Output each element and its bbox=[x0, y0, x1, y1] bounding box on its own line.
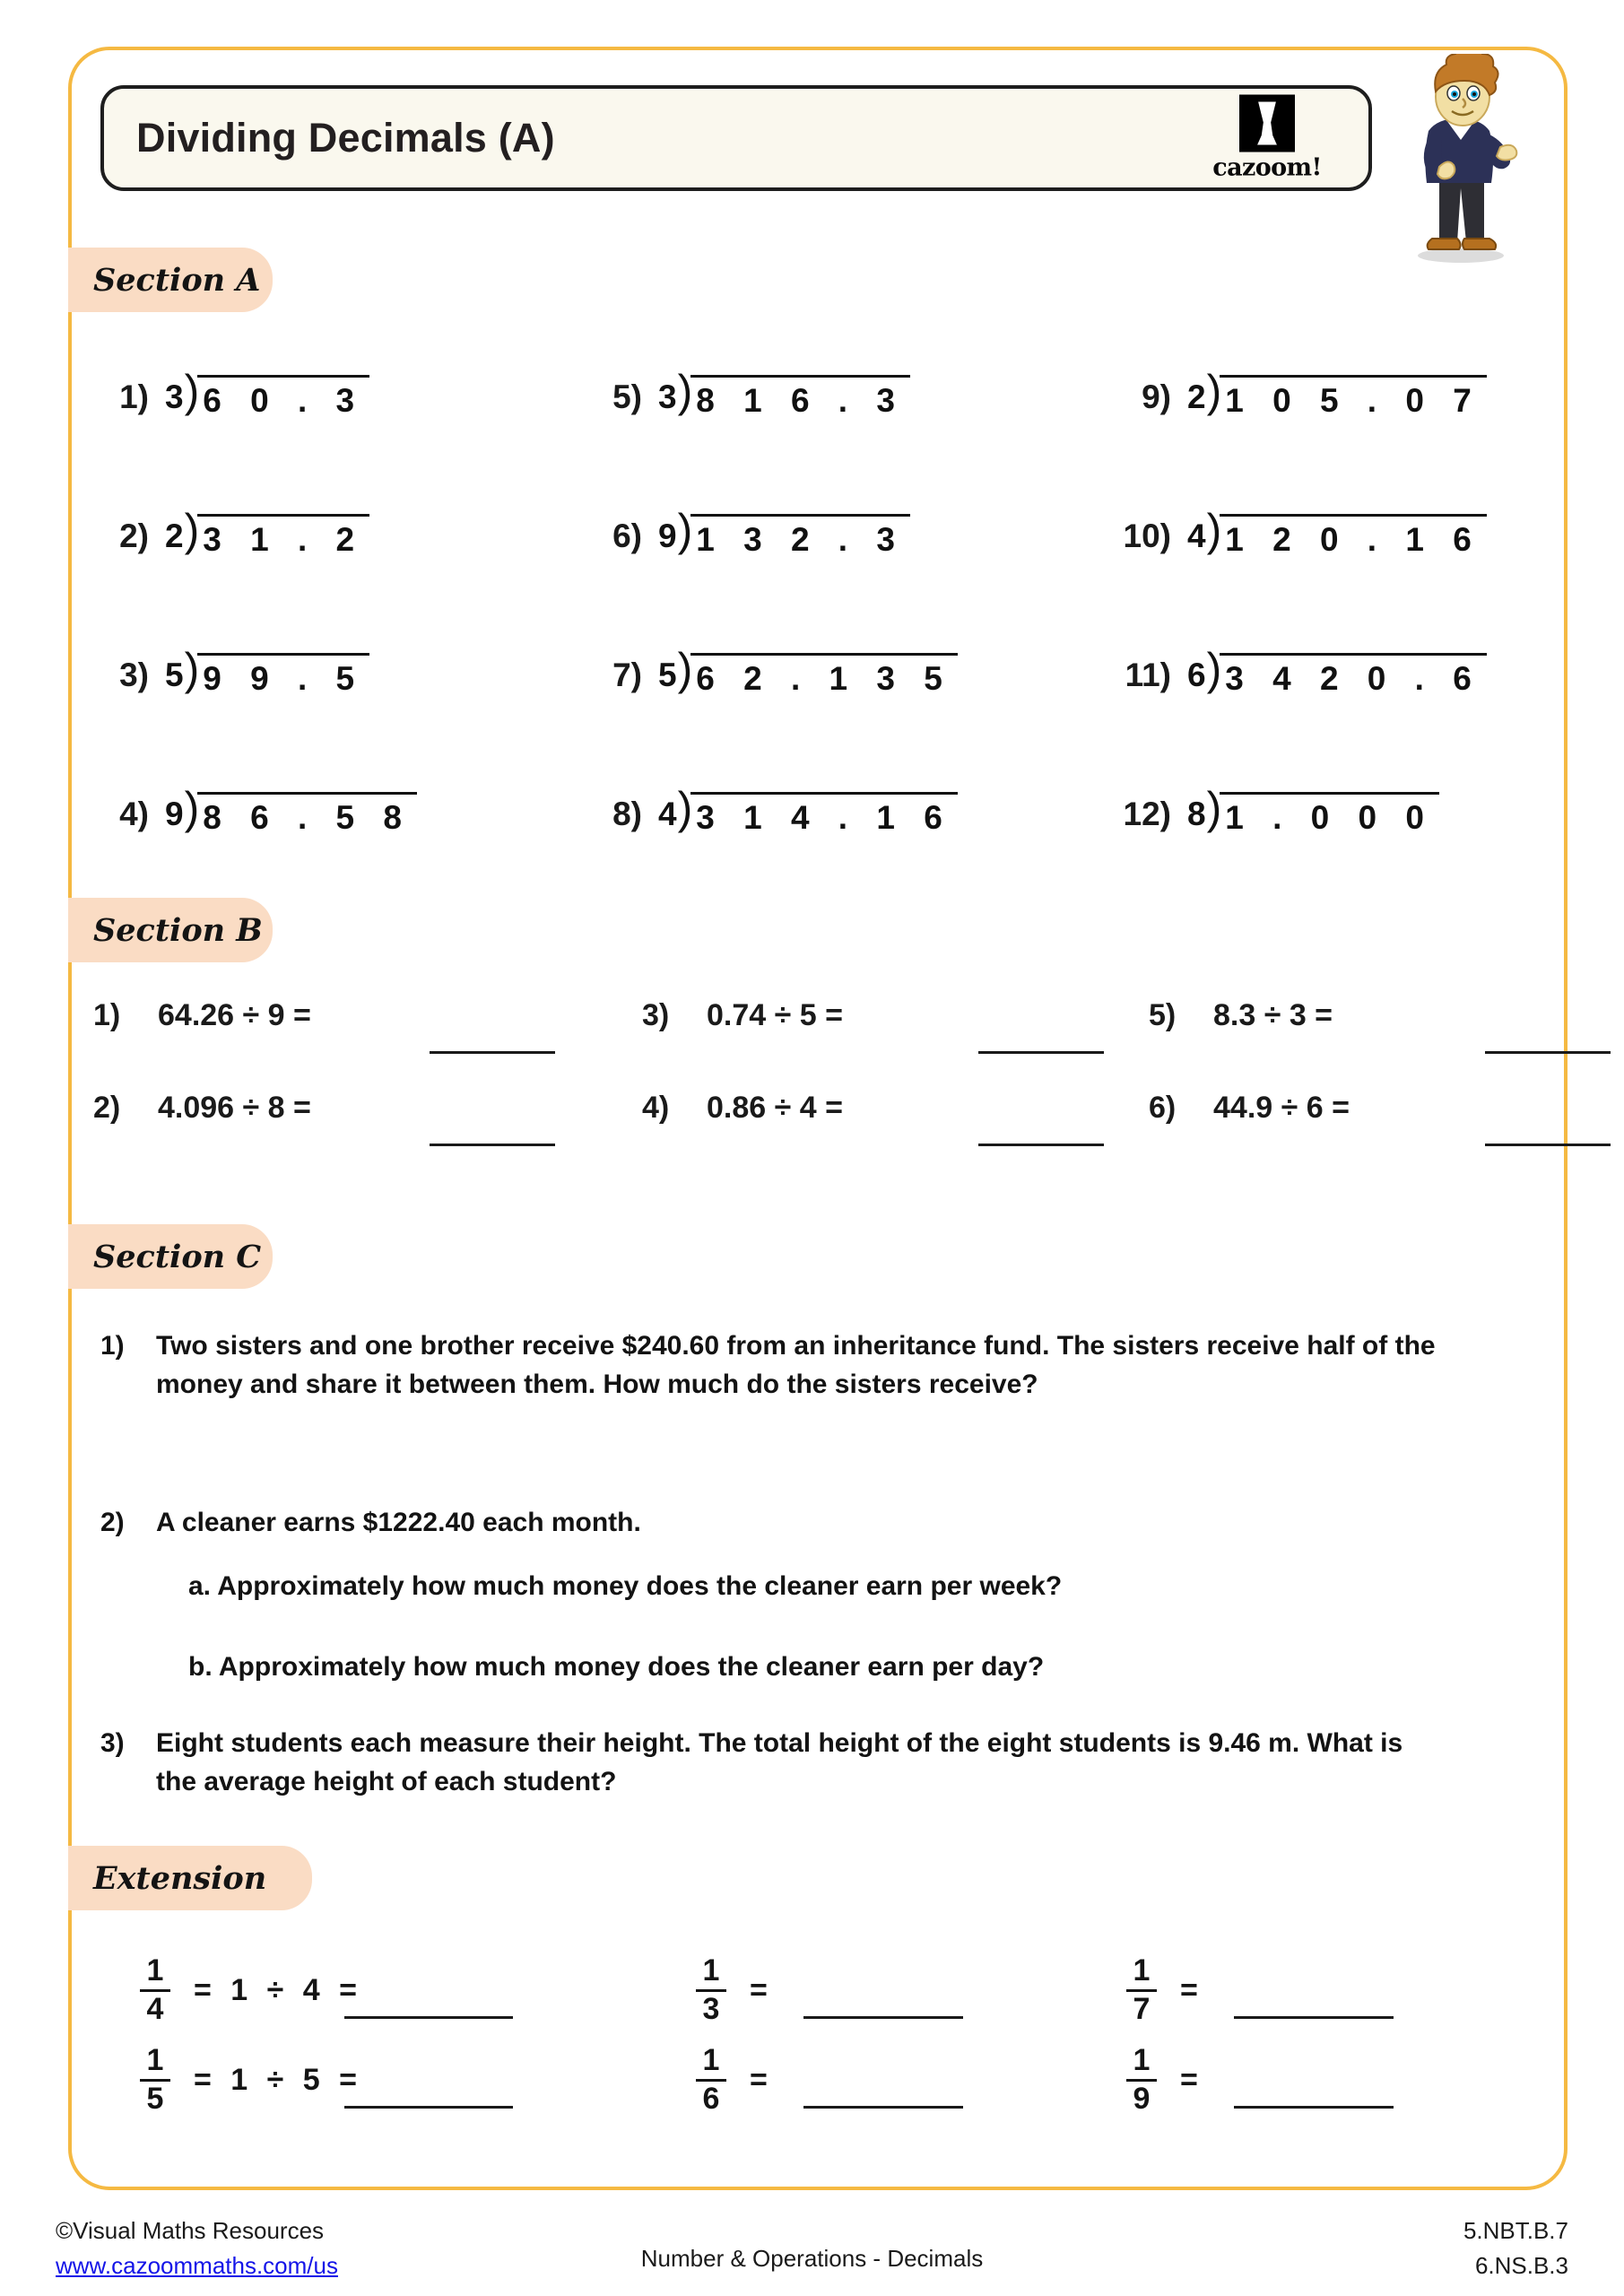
dividend: 6 0 . 3 bbox=[197, 375, 369, 417]
long-division-expression bbox=[658, 366, 910, 419]
answer-blank[interactable] bbox=[978, 1144, 1104, 1146]
division-problem bbox=[588, 783, 958, 836]
unit-fraction bbox=[1126, 1955, 1157, 2025]
worksheet-title-box bbox=[100, 85, 1372, 191]
division-bracket-icon: ) bbox=[184, 783, 200, 833]
unit-fraction bbox=[140, 1955, 170, 2025]
extension-item bbox=[140, 1955, 362, 2025]
long-division-expression bbox=[1187, 644, 1487, 697]
standard-code-2: 6.NS.B.3 bbox=[1474, 2252, 1568, 2279]
fraction-operator: = bbox=[750, 1972, 773, 2007]
question-number: 1) bbox=[100, 1331, 125, 1361]
page-footer bbox=[0, 2213, 1624, 2296]
fraction-numerator: 1 bbox=[146, 2043, 164, 2077]
division-problem bbox=[95, 783, 417, 836]
section-b-tab bbox=[68, 898, 273, 962]
divisor: 3 bbox=[658, 378, 677, 415]
extension-tab bbox=[68, 1846, 312, 1910]
dividend: 8 1 6 . 3 bbox=[690, 375, 910, 417]
answer-blank[interactable] bbox=[803, 2016, 963, 2019]
division-expression: 0.74 ÷ 5 = bbox=[707, 998, 843, 1032]
fraction-operator: = bbox=[1180, 1972, 1203, 2007]
problem-number: 8) bbox=[612, 796, 642, 832]
long-division-expression bbox=[1187, 505, 1487, 558]
fraction-denominator: 6 bbox=[702, 2081, 720, 2116]
dividend: 3 1 4 . 1 6 bbox=[690, 792, 958, 834]
long-division-expression bbox=[1187, 366, 1487, 419]
division-expression: 64.26 ÷ 9 = bbox=[158, 998, 311, 1032]
extension-item bbox=[140, 2045, 362, 2115]
division-bracket-icon: ) bbox=[677, 505, 693, 555]
division-problem bbox=[1117, 366, 1487, 419]
long-division-expression bbox=[658, 644, 958, 697]
unit-fraction bbox=[140, 2045, 170, 2115]
divisor: 6 bbox=[1187, 657, 1206, 693]
boy-student-pointing-icon bbox=[1385, 54, 1533, 265]
divisor: 2 bbox=[165, 517, 184, 554]
long-division-expression bbox=[165, 505, 369, 558]
section-a-label: Section A bbox=[93, 261, 261, 299]
question-number: 2) bbox=[100, 1508, 125, 1537]
problem-number: 5) bbox=[1149, 998, 1177, 1032]
section-b-label: Section B bbox=[93, 911, 263, 949]
division-problem bbox=[1117, 783, 1439, 836]
division-problem bbox=[95, 644, 369, 697]
division-bracket-icon: ) bbox=[677, 366, 693, 416]
fraction-operator: = 1 ÷ 4 = bbox=[194, 1972, 362, 2007]
dividend: 1 . 0 0 0 bbox=[1220, 792, 1439, 834]
division-bracket-icon: ) bbox=[184, 644, 200, 694]
extension-item bbox=[1126, 1955, 1203, 2025]
long-division-expression bbox=[165, 644, 369, 697]
question-part-b: b. Approximately how much money does the cleaner earn per day? bbox=[188, 1652, 1045, 1682]
word-problem bbox=[100, 1725, 1446, 1801]
extension-label: Extension bbox=[93, 1859, 267, 1897]
long-division-expression bbox=[658, 505, 910, 558]
fraction-denominator: 9 bbox=[1133, 2081, 1151, 2116]
answer-blank[interactable] bbox=[1234, 2016, 1394, 2019]
problem-number: 4) bbox=[119, 796, 149, 832]
unit-fraction bbox=[696, 1955, 726, 2025]
extension-item bbox=[696, 2045, 773, 2115]
word-problem bbox=[100, 1504, 1446, 1543]
logo-wordmark: cazoom! bbox=[1212, 153, 1322, 182]
division-bracket-icon: ) bbox=[1206, 783, 1222, 833]
dividend: 6 2 . 1 3 5 bbox=[690, 653, 958, 695]
problem-number: 6) bbox=[1149, 1091, 1177, 1125]
cazoom-logo bbox=[1196, 95, 1338, 182]
fraction-denominator: 5 bbox=[146, 2081, 164, 2116]
division-problem bbox=[95, 505, 369, 558]
answer-blank[interactable] bbox=[1485, 1051, 1611, 1054]
divisor: 3 bbox=[165, 378, 184, 415]
dividend: 3 4 2 0 . 6 bbox=[1220, 653, 1487, 695]
dividend: 3 1 . 2 bbox=[197, 514, 369, 556]
question-text: A cleaner earns $1222.40 each month. bbox=[156, 1508, 641, 1537]
dividend: 8 6 . 5 8 bbox=[197, 792, 417, 834]
problem-number: 10) bbox=[1123, 517, 1171, 554]
problem-number: 2) bbox=[119, 517, 149, 554]
division-problem bbox=[588, 366, 910, 419]
answer-blank[interactable] bbox=[978, 1051, 1104, 1054]
answer-blank[interactable] bbox=[430, 1051, 555, 1054]
long-division-expression bbox=[1187, 783, 1439, 836]
divisor: 5 bbox=[658, 657, 677, 693]
answer-blank[interactable] bbox=[803, 2106, 963, 2109]
page-title: Dividing Decimals (A) bbox=[136, 115, 555, 161]
unit-fraction bbox=[696, 2045, 726, 2115]
long-division-expression bbox=[658, 783, 958, 836]
dividend: 1 0 5 . 0 7 bbox=[1220, 375, 1487, 417]
fraction-numerator: 1 bbox=[702, 2043, 720, 2077]
fraction-denominator: 7 bbox=[1133, 1991, 1151, 2026]
division-bracket-icon: ) bbox=[184, 366, 200, 416]
answer-blank[interactable] bbox=[1485, 1144, 1611, 1146]
fraction-numerator: 1 bbox=[702, 1953, 720, 1987]
problem-number: 3) bbox=[119, 657, 149, 693]
division-expression: 44.9 ÷ 6 = bbox=[1213, 1091, 1350, 1125]
section-c-label: Section C bbox=[93, 1238, 262, 1275]
answer-blank[interactable] bbox=[430, 1144, 555, 1146]
fraction-operator: = bbox=[750, 2062, 773, 2097]
answer-blank[interactable] bbox=[344, 2016, 513, 2019]
fraction-operator: = bbox=[1180, 2062, 1203, 2097]
question-number: 3) bbox=[100, 1728, 125, 1758]
footer-topic: Number & Operations - Decimals bbox=[640, 2245, 984, 2272]
word-problem bbox=[100, 1327, 1446, 1404]
problem-number: 12) bbox=[1123, 796, 1171, 832]
division-bracket-icon: ) bbox=[677, 644, 693, 694]
division-problem bbox=[588, 505, 910, 558]
long-division-expression bbox=[165, 783, 417, 836]
extension-item bbox=[696, 1955, 773, 2025]
divisor: 5 bbox=[165, 657, 184, 693]
division-problem bbox=[1117, 505, 1487, 558]
division-problem bbox=[1117, 644, 1487, 697]
division-problem bbox=[95, 366, 369, 419]
question-part-a: a. Approximately how much money does the cleaner earn per week? bbox=[188, 1571, 1063, 1601]
question-text: Eight students each measure their height. The total height of the eight students is 9.46 m. What is the average height of each student? bbox=[156, 1728, 1403, 1796]
unit-fraction bbox=[1126, 2045, 1157, 2115]
dividend: 9 9 . 5 bbox=[197, 653, 369, 695]
division-expression: 8.3 ÷ 3 = bbox=[1213, 998, 1333, 1032]
section-c-tab bbox=[68, 1224, 273, 1289]
problem-number: 9) bbox=[1142, 378, 1171, 415]
problem-number: 11) bbox=[1125, 657, 1171, 693]
divisor: 9 bbox=[165, 796, 184, 832]
divisor: 2 bbox=[1187, 378, 1206, 415]
division-bracket-icon: ) bbox=[1206, 366, 1222, 416]
problem-number: 4) bbox=[642, 1091, 670, 1125]
fraction-numerator: 1 bbox=[1133, 2043, 1151, 2077]
question-text: Two sisters and one brother receive $240.60 from an inheritance fund. The sisters receive half of the money and share it between them. How much do the sisters receive? bbox=[156, 1331, 1436, 1399]
standard-code-1: 5.NBT.B.7 bbox=[1463, 2217, 1568, 2244]
problem-number: 1) bbox=[119, 378, 149, 415]
fraction-denominator: 3 bbox=[702, 1991, 720, 2026]
division-bracket-icon: ) bbox=[677, 783, 693, 833]
long-division-expression bbox=[165, 366, 369, 419]
division-expression: 4.096 ÷ 8 = bbox=[158, 1091, 311, 1125]
problem-number: 7) bbox=[612, 657, 642, 693]
fraction-numerator: 1 bbox=[1133, 1953, 1151, 1987]
fraction-denominator: 4 bbox=[146, 1991, 164, 2026]
answer-blank[interactable] bbox=[344, 2106, 513, 2109]
division-bracket-icon: ) bbox=[1206, 644, 1222, 694]
dividend: 1 3 2 . 3 bbox=[690, 514, 910, 556]
problem-number: 2) bbox=[93, 1091, 121, 1125]
divisor: 9 bbox=[658, 517, 677, 554]
copyright-text: ©Visual Maths Resources bbox=[56, 2217, 325, 2244]
dividend: 1 2 0 . 1 6 bbox=[1220, 514, 1487, 556]
divisor: 8 bbox=[1187, 796, 1206, 832]
problem-number: 5) bbox=[612, 378, 642, 415]
problem-number: 6) bbox=[612, 517, 642, 554]
hourglass-glass-icon bbox=[1239, 95, 1295, 152]
division-bracket-icon: ) bbox=[184, 505, 200, 555]
extension-item bbox=[1126, 2045, 1203, 2115]
footer-standards bbox=[1463, 2213, 1568, 2283]
section-a-tab bbox=[68, 248, 273, 312]
divisor: 4 bbox=[1187, 517, 1206, 554]
division-bracket-icon: ) bbox=[1206, 505, 1222, 555]
division-expression: 0.86 ÷ 4 = bbox=[707, 1091, 843, 1125]
division-problem bbox=[588, 644, 958, 697]
divisor: 4 bbox=[658, 796, 677, 832]
cazoom-website-link[interactable]: www.cazoommaths.com/us bbox=[56, 2252, 338, 2279]
fraction-numerator: 1 bbox=[146, 1953, 164, 1987]
fraction-operator: = 1 ÷ 5 = bbox=[194, 2062, 362, 2097]
problem-number: 1) bbox=[93, 998, 121, 1032]
problem-number: 3) bbox=[642, 998, 670, 1032]
answer-blank[interactable] bbox=[1234, 2106, 1394, 2109]
